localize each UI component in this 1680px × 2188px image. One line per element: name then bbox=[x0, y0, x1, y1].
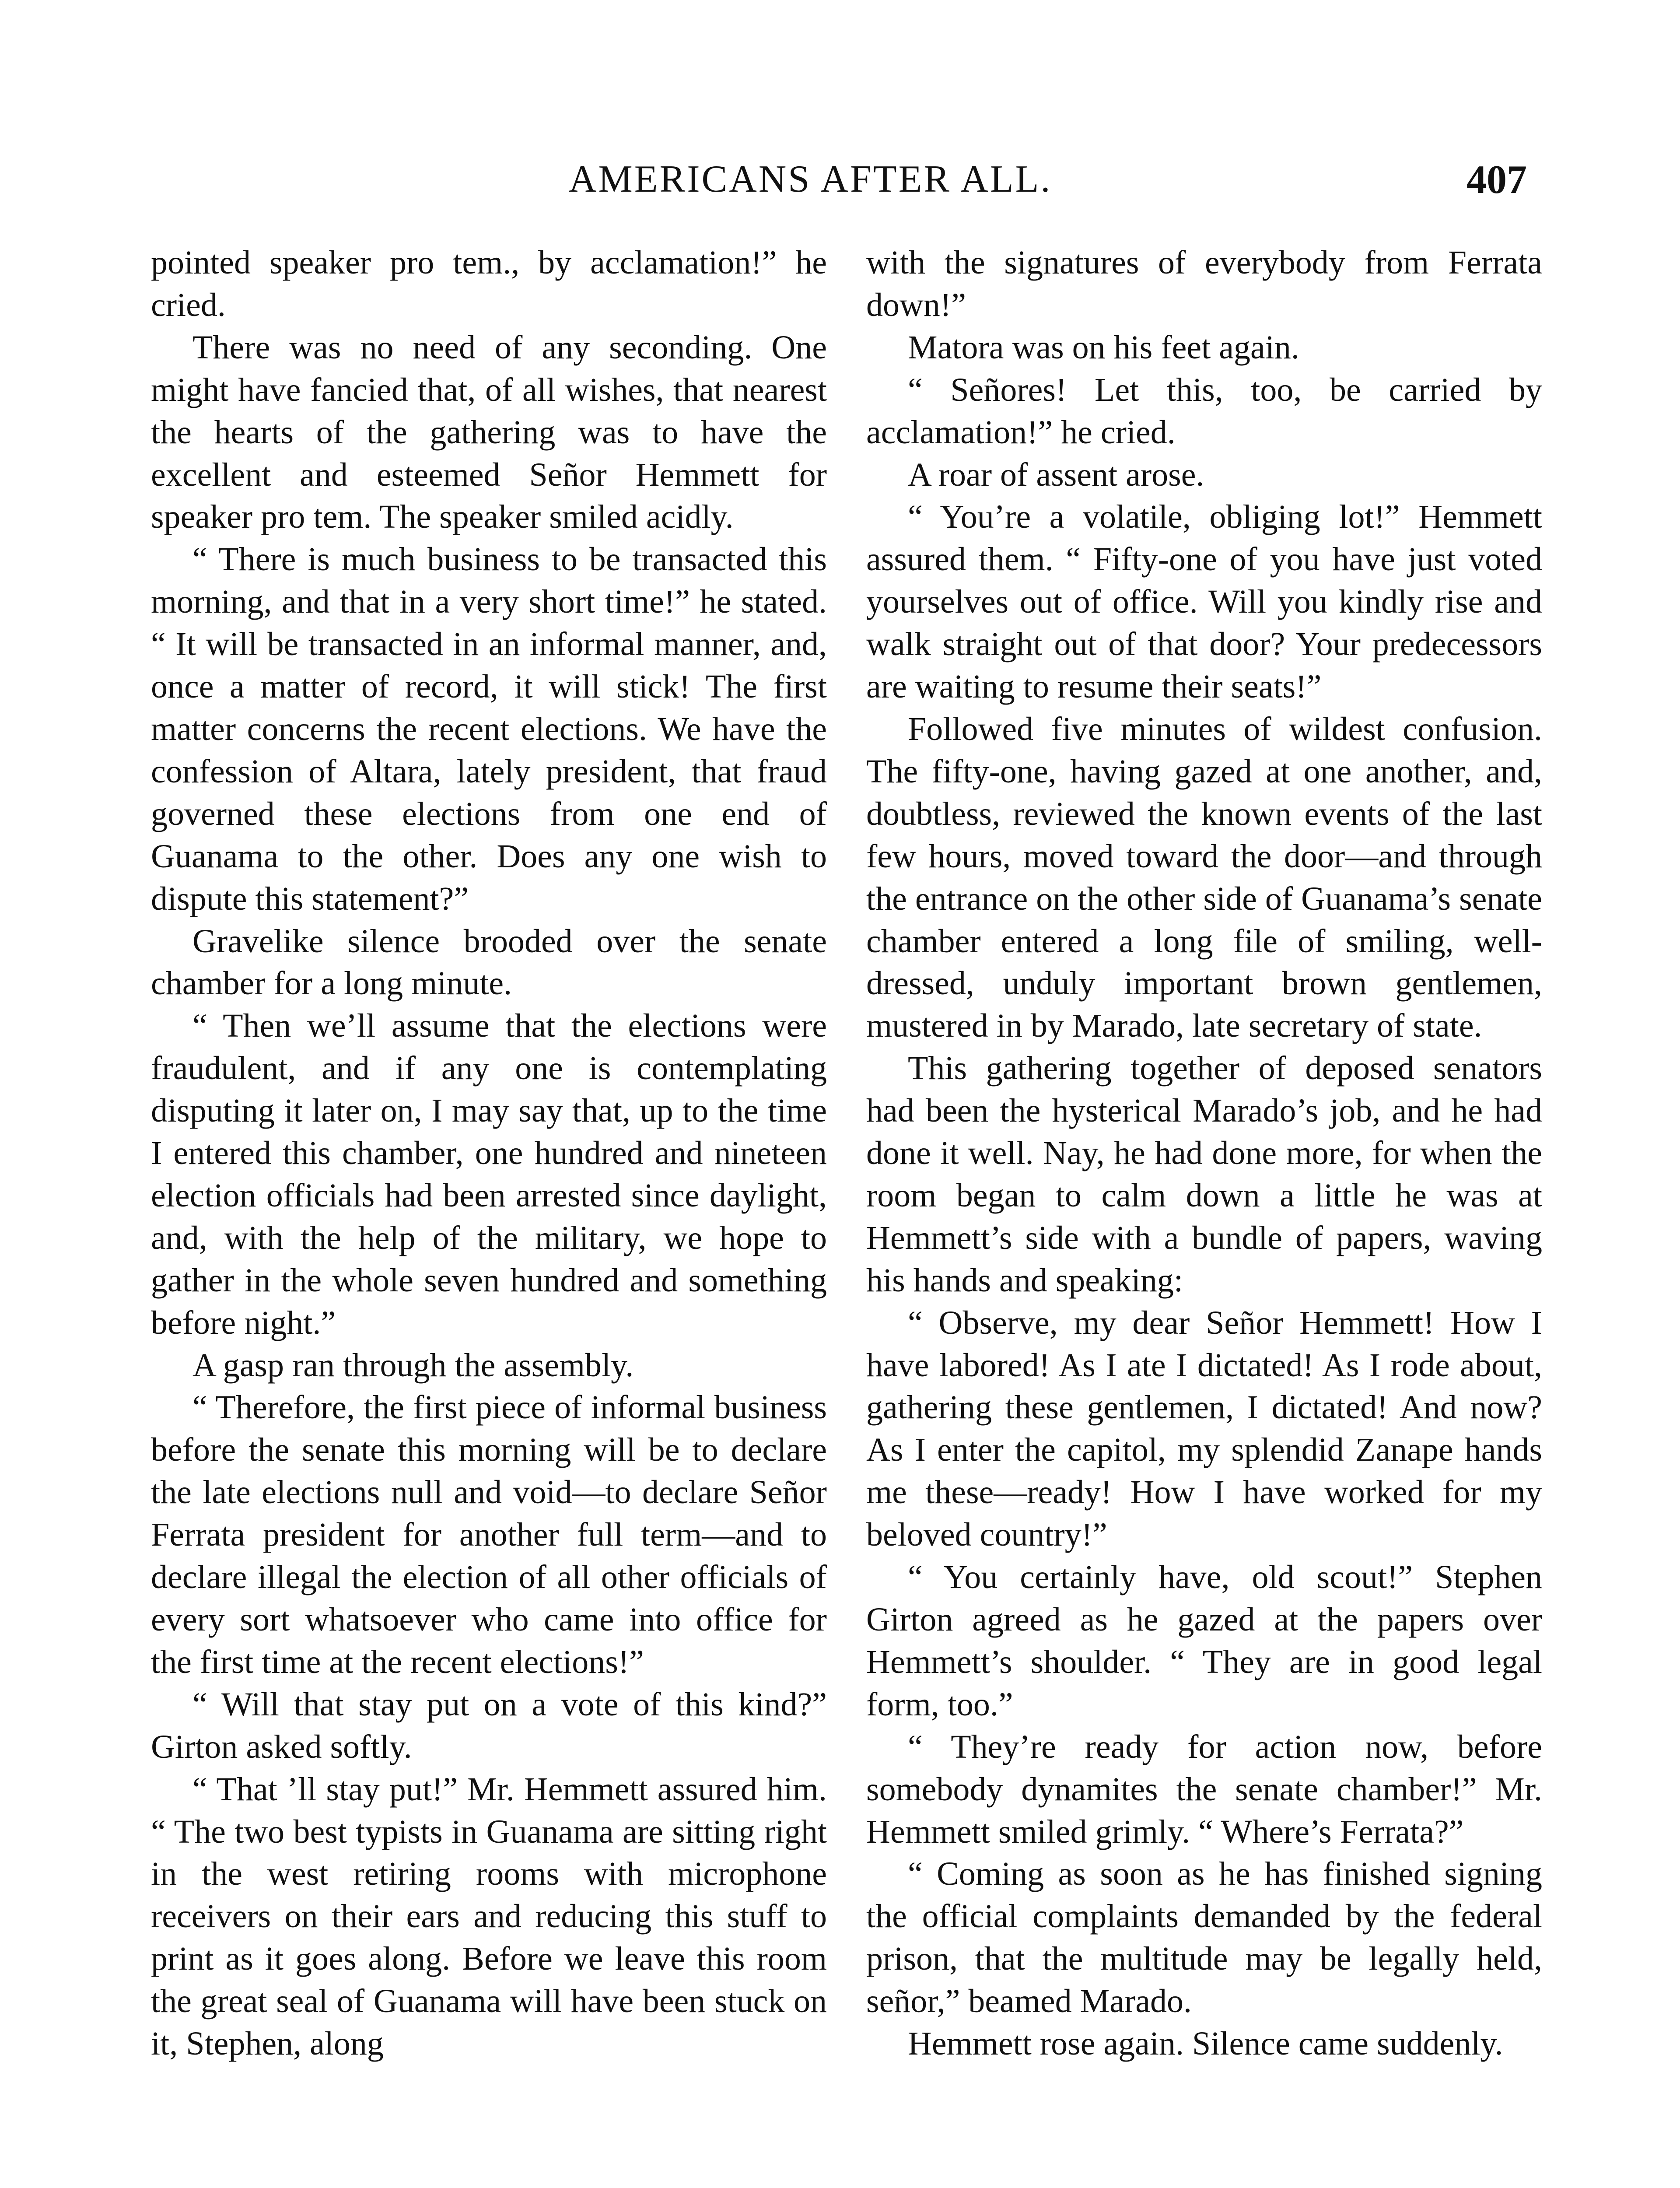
right-column bbox=[866, 242, 1542, 2065]
paragraph: “ That ’ll stay put!” Mr. Hemmett assured him. “ The two best typists in Guanama are sitting right in the west retiring rooms with microphone receivers on their ears and reducing this stuff to print as it goes along. Before we leave this room the great seal of Guanama will have been stuck on it, Stephen, along bbox=[151, 1771, 827, 2062]
paragraph: “ You certainly have, old scout!” Stephen Girton agreed as he gazed at the papers over Hemmett’s shoulder. “ They are in good legal form, too.” bbox=[866, 1559, 1542, 1723]
paragraph: Hemmett rose again. Silence came suddenly. bbox=[908, 2025, 1503, 2062]
paragraph: “ Therefore, the first piece of informal business before the senate this morning will be to declare the late elections null and void—to declare Señor Ferrata president for another full term—and to declare illegal the election of all other officials of every sort whatsoever who came into office for the first time at the recent elections!” bbox=[151, 1389, 827, 1680]
paragraph: with the signatures of everybody from Ferrata down!” bbox=[866, 244, 1542, 323]
paragraph: “ There is much business to be transacted this morning, and that in a very short time!” he stated. “ It will be transacted in an informal manner, and, once a matter of record, it will stick! The first matter concerns the recent elections. We have the confession of Altara, lately president, that fraud governed these elections from one end of Guanama to the other. Does any one wish to dispute this statement?” bbox=[151, 541, 827, 917]
paragraph: “ Will that stay put on a vote of this kind?” Girton asked softly. bbox=[151, 1686, 827, 1765]
paragraph: “ Then we’ll assume that the elections were fraudulent, and if any one is contemplating disputing it later on, I may say that, up to the time I entered this chamber, one hundred and nineteen election officials had been arrested since daylight, and, with the help of the military, we hope to gather in the whole seven hundred and something before night.” bbox=[151, 1007, 827, 1341]
running-head bbox=[151, 155, 1527, 203]
paragraph: This gathering together of deposed senators had been the hysterical Marado’s job, and he had done it well. Nay, he had done more, for when the room began to calm down a little he was at Hemmett’s side with a bundle of papers, waving his hands and speaking: bbox=[866, 1050, 1542, 1299]
paragraph: Matora was on his feet again. bbox=[908, 329, 1299, 366]
paragraph: “ Señores! Let this, too, be carried by acclamation!” he cried. bbox=[866, 371, 1542, 451]
paragraph: pointed speaker pro tem., by acclamation!” he cried. bbox=[151, 244, 827, 323]
paragraph: Followed five minutes of wildest confusion. The fifty-one, having gazed at one another, and, doubtless, reviewed the known events of the last few hours, moved toward the door—and through the entrance on the other side of Guanama’s senate chamber entered a long file of smiling, well-dressed, unduly important brown gentlemen, mustered in by Marado, late secretary of state. bbox=[866, 710, 1542, 1045]
left-column bbox=[151, 242, 827, 2065]
paragraph: Gravelike silence brooded over the senate chamber for a long minute. bbox=[151, 922, 827, 1002]
paragraph: There was no need of any seconding. One might have fancied that, of all wishes, that nearest the hearts of the gathering was to have the excellent and esteemed Señor Hemmett for speaker pro tem. The speaker smiled acidly. bbox=[151, 329, 827, 536]
paragraph: “ You’re a volatile, obliging lot!” Hemmett assured them. “ Fifty-one of you have just voted yourselves out of office. Will you kindly rise and walk straight out of that door? Your predecessors are waiting to resume their seats!” bbox=[866, 498, 1542, 705]
paragraph: “ Coming as soon as he has finished signing the official complaints demanded by the federal prison, that the multitude may be legally held, señor,” beamed Marado. bbox=[866, 1855, 1542, 2020]
paragraph: “ Observe, my dear Señor Hemmett! How I have labored! As I ate I dictated! As I rode about, gathering these gentlemen, I dictated! And now? As I enter the capitol, my splendid Zanape hands me these—ready! How I have worked for my beloved country!” bbox=[866, 1304, 1542, 1553]
running-title: AMERICANS AFTER ALL. bbox=[569, 158, 1052, 200]
paragraph: “ They’re ready for action now, before somebody dynamites the senate chamber!” Mr. Hemmett smiled grimly. “ Where’s Ferrata?” bbox=[866, 1728, 1542, 1850]
paragraph: A gasp ran through the assembly. bbox=[192, 1346, 634, 1384]
paragraph: A roar of assent arose. bbox=[908, 456, 1204, 493]
page-number: 407 bbox=[1466, 157, 1527, 202]
